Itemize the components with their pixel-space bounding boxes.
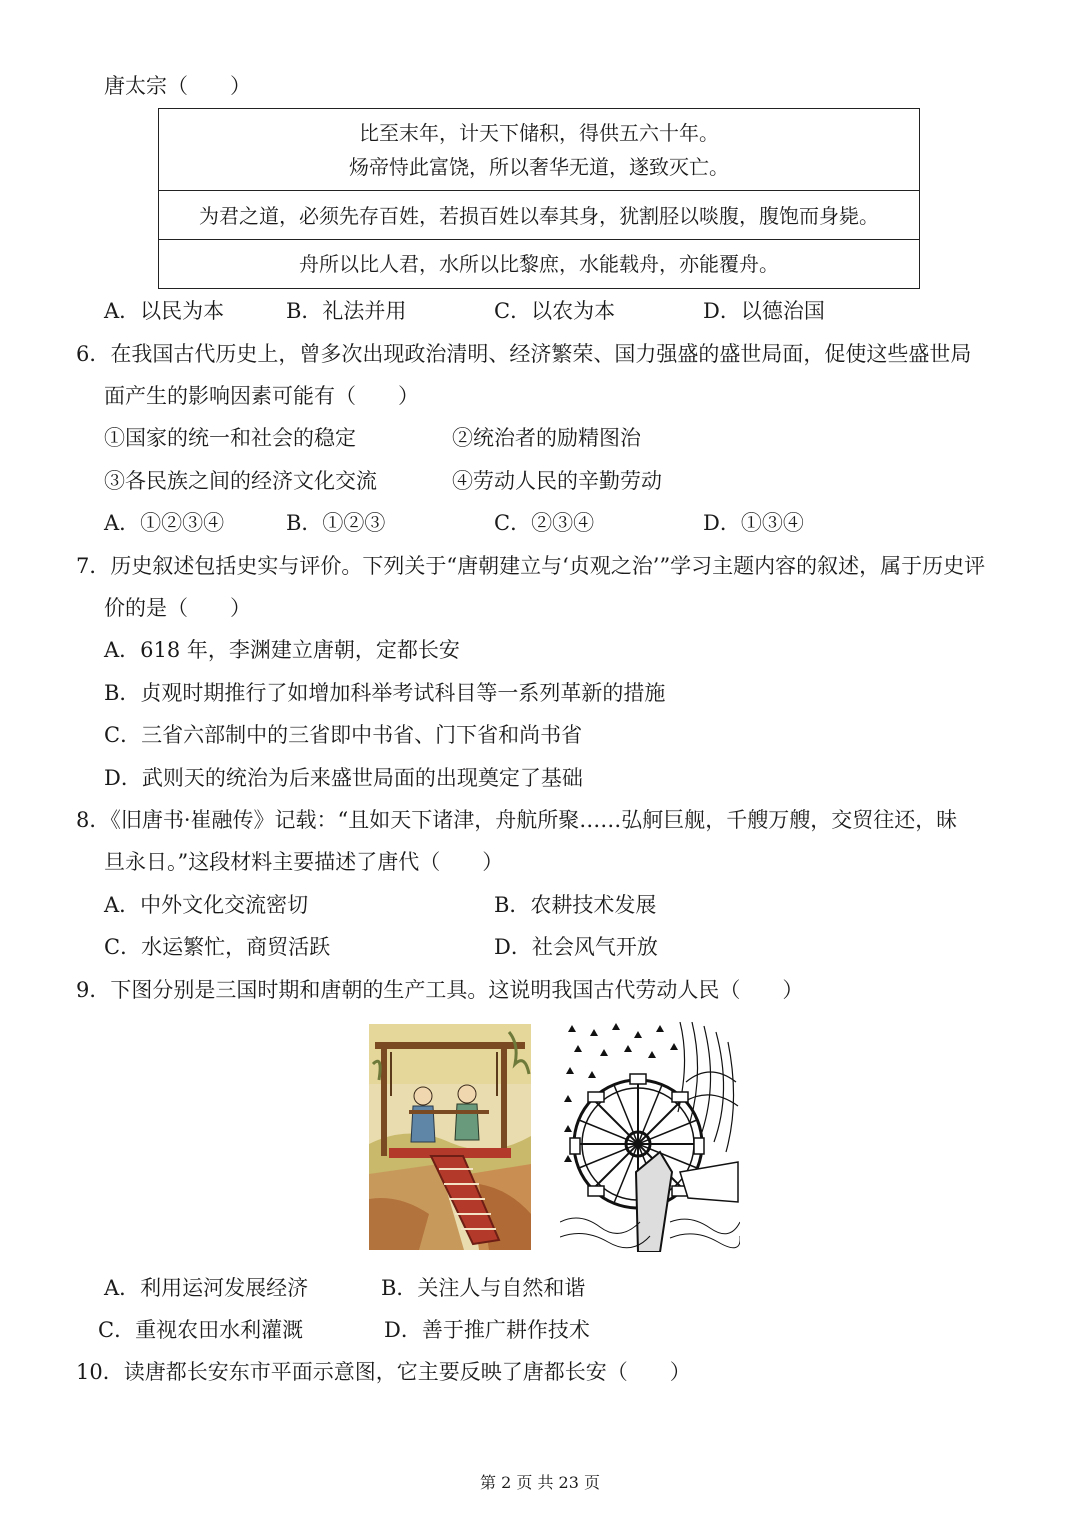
q9-option-b[interactable]: B．关注人与自然和谐 [381,1276,586,1300]
page-footer: 第 2 页 共 23 页 [480,1473,600,1492]
q6-option-d[interactable]: D．①③④ [703,511,804,535]
q8-stem-line2: 旦永日。”这段材料主要描述了唐代（ ） [104,850,504,874]
q9-option-c[interactable]: C．重视农田水利灌溉 [98,1318,304,1342]
dragon-backbone-waterwheel-image [369,1024,531,1250]
q10-stem: 10．读唐都长安东市平面示意图，它主要反映了唐都长安（ ） [76,1360,691,1384]
q7-option-c[interactable]: C．三省六部制中的三省即中书省、门下省和尚书省 [104,723,583,747]
q9-option-a[interactable]: A．利用运河发展经济 [104,1276,309,1300]
q6-option-a[interactable]: A．①②③④ [104,511,225,535]
quote-row-3 [159,240,919,288]
q9-stem: 9．下图分别是三国时期和唐朝的生产工具。这说明我国古代劳动人民（ ） [76,978,804,1002]
intro-line: 唐太宗（ ） [104,74,251,98]
quote-row-2 [159,191,919,240]
q7-option-d[interactable]: D．武则天的统治为后来盛世局面的出现奠定了基础 [104,766,583,790]
quote-line: 比至末年，计天下储积，得供五六十年。 [359,121,719,145]
q7-stem-line2: 价的是（ ） [104,596,251,620]
quote-line: 为君之道，必须先存百姓，若损百姓以奉其身，犹割胫以啖腹，腹饱而身毙。 [199,204,879,228]
quote-line: 舟所以比人君，水所以比黎庶，水能载舟，亦能覆舟。 [299,252,779,276]
q9-option-d[interactable]: D．善于推广耕作技术 [384,1318,590,1342]
q8-option-b[interactable]: B．农耕技术发展 [494,893,657,917]
q5-option-a[interactable]: A．以民为本 [104,299,225,323]
q8-option-c[interactable]: C．水运繁忙，商贸活跃 [104,935,331,959]
q7-option-b[interactable]: B．贞观时期推行了如增加科举考试科目等一系列革新的措施 [104,681,666,705]
tongche-waterwheel-image [560,1022,740,1252]
q8-option-a[interactable]: A．中外文化交流密切 [104,893,309,917]
q8-option-d[interactable]: D．社会风气开放 [494,935,658,959]
q6-stem-line2: 面产生的影响因素可能有（ ） [104,384,419,408]
q6-stem-line1: 6．在我国古代历史上，曾多次出现政治清明、经济繁荣、国力强盛的盛世局面，促使这些盛世局 [76,342,972,366]
q7-option-a[interactable]: A．618 年，李渊建立唐朝，定都长安 [104,638,460,662]
quote-line: 炀帝恃此富饶，所以奢华无道，遂致灭亡。 [349,155,729,179]
q5-option-b[interactable]: B．礼法并用 [286,299,407,323]
q8-stem-line1: 8．《旧唐书·崔融传》记载：“且如天下诸津，舟航所聚……弘舸巨舰，千艘万艘，交贸往还，昧 [76,808,958,832]
dragon-backbone-waterwheel-icon [369,1024,531,1250]
q6-item-3: ③各民族之间的经济文化交流 [104,469,377,493]
q6-item-2: ②统治者的励精图治 [452,426,641,450]
q6-item-1: ①国家的统一和社会的稳定 [104,426,356,450]
quote-table [158,108,920,289]
q6-item-4: ④劳动人民的辛勤劳动 [452,469,662,493]
q5-option-d[interactable]: D．以德治国 [703,299,825,323]
q6-option-b[interactable]: B．①②③ [286,511,386,535]
quote-row-1 [159,109,919,191]
q6-option-c[interactable]: C．②③④ [494,511,595,535]
tongche-waterwheel-icon [560,1022,740,1252]
q7-stem-line1: 7．历史叙述包括史实与评价。下列关于“唐朝建立与‘贞观之治’”学习主题内容的叙述，属于历史评 [76,554,986,578]
q5-option-c[interactable]: C．以农为本 [494,299,616,323]
